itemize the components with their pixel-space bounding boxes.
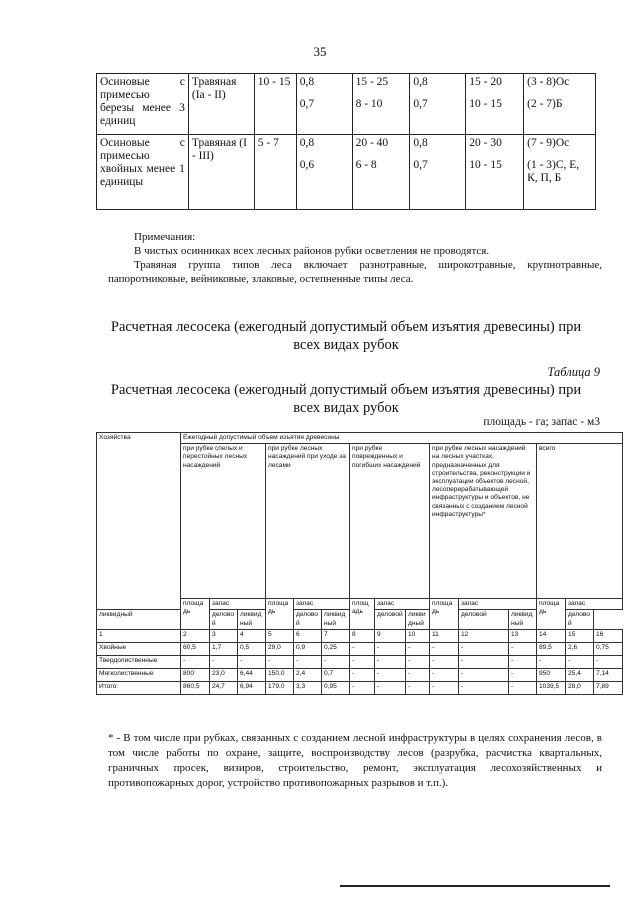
table-cell: - xyxy=(350,642,375,655)
table-cell: 1,7 xyxy=(210,642,238,655)
col-number: 1 xyxy=(97,629,181,642)
table-cell: - xyxy=(406,681,430,694)
group-header: Ежегодный допустимый объем изъятия древесины xyxy=(181,433,623,444)
table-row xyxy=(97,681,623,694)
density-value: 0,6 xyxy=(299,159,315,171)
col-number: 11 xyxy=(430,629,459,642)
sub-stock: запас xyxy=(459,599,537,610)
density2-cell xyxy=(410,74,466,135)
table-cell: 7,89 xyxy=(594,681,623,694)
table-row xyxy=(97,135,596,210)
table-cell: 0,5 xyxy=(238,642,266,655)
col-number: 5 xyxy=(266,629,294,642)
type-header: при рубке поврежденных и погибших насаждений xyxy=(350,444,430,599)
sub-area: площадь xyxy=(537,599,566,630)
table-cell: - xyxy=(459,655,509,668)
sub-business: деловой xyxy=(375,610,406,629)
table-cell: - xyxy=(537,655,566,668)
age2-value: 15 - 25 xyxy=(355,76,389,88)
sub-stock: запас xyxy=(294,599,350,610)
table-cell: 6,94 xyxy=(238,681,266,694)
table-cell: 60,5 xyxy=(181,642,210,655)
table-cell: - xyxy=(375,642,406,655)
forest-group: Травяная (I - III) xyxy=(188,135,254,210)
table-cell: 800 xyxy=(181,668,210,681)
notes-line: В чистых осинниках всех лесных районов рубки осветления не проводятся. xyxy=(134,245,490,257)
table-cell: - xyxy=(406,668,430,681)
density2-cell xyxy=(410,135,466,210)
composition-cell xyxy=(524,135,596,210)
notes-title: Примечания: xyxy=(134,231,196,243)
col-number: 14 xyxy=(537,629,566,642)
table-cell: 25,4 xyxy=(566,668,594,681)
forest-name: Осиновые с примесью хвойных менее 1 единицы xyxy=(97,135,189,210)
page-number: 35 xyxy=(313,44,327,59)
age2-value: 6 - 8 xyxy=(355,159,377,171)
sub-area: площадь xyxy=(430,599,459,630)
table-cell: 2,4 xyxy=(294,668,322,681)
table-cell: - xyxy=(181,655,210,668)
sub-area: площадь xyxy=(181,599,210,630)
sub-liquid: ликвидный xyxy=(238,610,266,629)
composition-value: (3 - 8)Ос xyxy=(527,76,570,88)
density2-value: 0,7 xyxy=(413,98,428,110)
sub-stock: запас xyxy=(210,599,266,610)
age2-value: 8 - 10 xyxy=(355,98,383,110)
table-cell: - xyxy=(375,655,406,668)
table-cell: - xyxy=(406,655,430,668)
table-cell: - xyxy=(322,655,350,668)
col-number: 13 xyxy=(509,629,537,642)
units-note: площадь - га; запас - м3 xyxy=(483,416,600,428)
col-number: 16 xyxy=(594,629,623,642)
age3-value: 10 - 15 xyxy=(469,159,502,171)
table-cell: - xyxy=(294,655,322,668)
table-cell: - xyxy=(375,668,406,681)
row-label: Твердолиственные xyxy=(97,655,181,668)
table-cell: - xyxy=(430,668,459,681)
composition-value: (2 - 7)Б xyxy=(527,98,563,110)
sub-business: деловой xyxy=(210,610,238,629)
table-cell: - xyxy=(459,642,509,655)
table-cell: 150,0 xyxy=(266,668,294,681)
age3-value: 15 - 20 xyxy=(469,76,502,88)
sub-liquid: ликвидный xyxy=(97,610,181,629)
table-cell: - xyxy=(430,655,459,668)
table-cell: - xyxy=(594,655,623,668)
footnote: * - В том числе при рубках, связанных с созданием лесной инфраструктуры в целях сохранения лесов, в том числе работы по охране, защите, воспроизводству лесов (разрубка, расчистка квартальных, граничных просек, визиров, строительство, ремонт, эксплуатация лесохозяйственных и противопожарных дорог, устройство противопожарных разрывов и т.п.). xyxy=(108,732,602,789)
table-cell: 0,25 xyxy=(322,642,350,655)
col-number: 2 xyxy=(181,629,210,642)
table-cell: - xyxy=(566,655,594,668)
col-number: 9 xyxy=(375,629,406,642)
table-cell: 179,0 xyxy=(266,681,294,694)
table-cell: 28,0 xyxy=(566,681,594,694)
table-cell: - xyxy=(430,642,459,655)
table-cell: 89,5 xyxy=(537,642,566,655)
top-table xyxy=(96,73,596,210)
sub-area: площадь xyxy=(266,599,294,630)
density-value: 0,8 xyxy=(299,137,315,149)
age-range: 10 - 15 xyxy=(254,74,296,135)
age-range: 5 - 7 xyxy=(254,135,296,210)
composition-cell xyxy=(524,74,596,135)
table-cell: 23,0 xyxy=(210,668,238,681)
age3-cell xyxy=(466,74,524,135)
column-number-row xyxy=(97,629,623,642)
col-number: 15 xyxy=(566,629,594,642)
table-cell: - xyxy=(459,668,509,681)
col-number: 12 xyxy=(459,629,509,642)
composition-value: (1 - 3)С, Е, К, П, Б xyxy=(527,159,580,184)
sub-business: деловой xyxy=(459,610,509,629)
age2-cell xyxy=(352,74,410,135)
age2-cell xyxy=(352,135,410,210)
table-number: Таблица 9 xyxy=(547,365,600,379)
table-cell: 0,75 xyxy=(594,642,623,655)
forest-name: Осиновые с примесью березы менее 3 единиц xyxy=(97,74,189,135)
row-label: Итого: xyxy=(97,681,181,694)
table-cell: 29,0 xyxy=(266,642,294,655)
table-cell: - xyxy=(375,681,406,694)
sub-stock: запас xyxy=(566,599,623,610)
col-number: 6 xyxy=(294,629,322,642)
allowable-cut-table xyxy=(96,432,623,695)
table-cell: 24,7 xyxy=(210,681,238,694)
table-cell: - xyxy=(350,655,375,668)
type-header: при рубке лесных насаждений при уходе за лесами xyxy=(266,444,350,599)
col-number: 4 xyxy=(238,629,266,642)
density2-value: 0,8 xyxy=(413,137,428,149)
table-cell: - xyxy=(509,655,537,668)
sub-liquid: ликвидный xyxy=(322,610,350,629)
table-cell: 6,44 xyxy=(238,668,266,681)
composition-value: (7 - 9)Ос xyxy=(527,137,570,149)
density-value: 0,8 xyxy=(299,76,315,88)
col-number: 8 xyxy=(350,629,375,642)
age2-value: 20 - 40 xyxy=(355,137,389,149)
sub-business: деловой xyxy=(294,610,322,629)
table-cell: - xyxy=(509,681,537,694)
density-cell xyxy=(296,135,352,210)
sub-area: площадь xyxy=(350,599,375,630)
row-label: Мягколиственные xyxy=(97,668,181,681)
table-cell: 0,95 xyxy=(322,681,350,694)
table-cell: 2,6 xyxy=(566,642,594,655)
table-cell: - xyxy=(210,655,238,668)
table-cell: 860,5 xyxy=(181,681,210,694)
table-row xyxy=(97,655,623,668)
col-number: 10 xyxy=(406,629,430,642)
notes-line: Травяная группа типов леса включает разнотравные, широкотравные, крупнотравные, папоротниковые, вейниковые, злаковые, остепненные типы леса. xyxy=(108,259,602,285)
table-title: Расчетная лесосека (ежегодный допустимый объем изъятия древесины) при всех видах рубок xyxy=(110,382,582,416)
notes xyxy=(108,230,602,286)
table-cell: 1039,5 xyxy=(537,681,566,694)
table-row xyxy=(97,74,596,135)
table-cell: - xyxy=(509,668,537,681)
table-cell: 950 xyxy=(537,668,566,681)
table-cell: - xyxy=(266,655,294,668)
sub-liquid: ликвидный xyxy=(509,610,537,629)
density-value: 0,7 xyxy=(299,98,315,110)
density2-value: 0,7 xyxy=(413,159,428,171)
col-number: 7 xyxy=(322,629,350,642)
table-header-row xyxy=(97,433,623,444)
table-cell: - xyxy=(509,642,537,655)
table-cell: - xyxy=(459,681,509,694)
density-cell xyxy=(296,74,352,135)
age3-cell xyxy=(466,135,524,210)
col-number: 3 xyxy=(210,629,238,642)
sub-liquid: ликвидный xyxy=(406,610,430,629)
type-header: при рубке лесных насаждений на лесных участках, предназначенных для строительства, реконструкции и эксплуатации объектов лесной, лесоперерабатывающей инфраструктуры и объектов, не связанных с созданием лесной инфраструктуры* xyxy=(430,444,537,599)
table-cell: - xyxy=(406,642,430,655)
table-cell: - xyxy=(238,655,266,668)
col-farm-header: Хозяйства xyxy=(97,433,181,610)
forest-group: Травяная (Iа - II) xyxy=(188,74,254,135)
density2-value: 0,8 xyxy=(413,76,428,88)
sub-business: деловой xyxy=(566,610,594,629)
type-header: всего xyxy=(537,444,623,599)
table-row xyxy=(97,642,623,655)
section-heading: Расчетная лесосека (ежегодный допустимый объем изъятия древесины) при всех видах рубок xyxy=(110,319,582,353)
age3-value: 20 - 30 xyxy=(469,137,502,149)
table-cell: 0,9 xyxy=(294,642,322,655)
table-cell: - xyxy=(350,668,375,681)
sub-stock: запас xyxy=(375,599,430,610)
footer-rule xyxy=(340,885,610,887)
type-header: при рубке спелых и перестойных лесных насаждений xyxy=(181,444,266,599)
table-cell: - xyxy=(430,681,459,694)
table-cell: - xyxy=(350,681,375,694)
table-cell: 0,7 xyxy=(322,668,350,681)
table-row xyxy=(97,668,623,681)
row-label: Хвойные xyxy=(97,642,181,655)
table-cell: 7,14 xyxy=(594,668,623,681)
table-cell: 3,3 xyxy=(294,681,322,694)
age3-value: 10 - 15 xyxy=(469,98,502,110)
